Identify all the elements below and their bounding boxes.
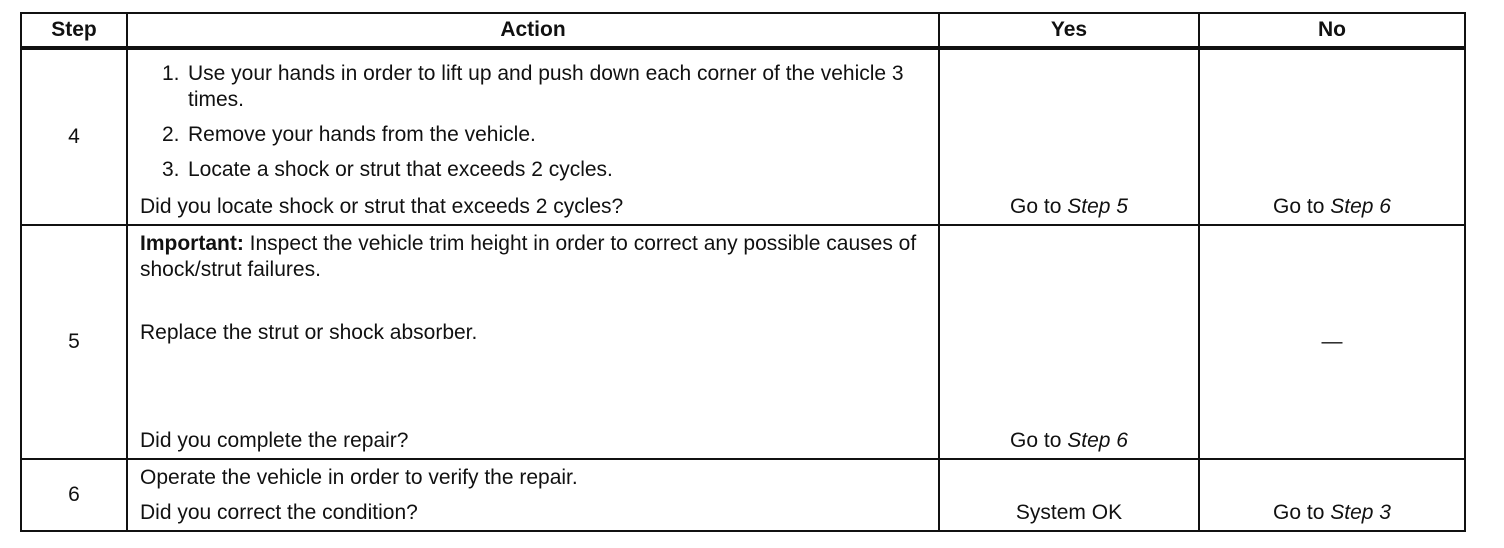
important-label: Important: [140, 232, 244, 255]
list-item-text: Use your hands in order to lift up and push down each corner of the vehicle 3 times. [188, 62, 904, 111]
goto-step-target: Step 3 [1330, 501, 1391, 524]
goto-prefix: Go to [1273, 195, 1331, 218]
no-result [1200, 500, 1464, 526]
list-item-text: Remove your hands from the vehicle. [188, 123, 536, 146]
goto-step-target: Step 5 [1067, 195, 1128, 218]
goto-prefix: Go to [1010, 429, 1068, 452]
no-result [1200, 194, 1464, 220]
step-number: 4 [21, 48, 127, 225]
yes-result: System OK [1015, 501, 1123, 524]
diagnostic-table [20, 12, 1466, 532]
header-row [21, 13, 1465, 48]
action-cell [127, 459, 939, 531]
goto-prefix: Go to [1273, 501, 1331, 524]
list-item [128, 157, 938, 183]
action-question: Did you locate shock or strut that exceeds 2 cycles? [140, 195, 624, 218]
action-cell [127, 48, 939, 225]
action-instruction: Operate the vehicle in order to verify the repair. [140, 466, 578, 489]
table-row [21, 225, 1465, 459]
important-text: Inspect the vehicle trim height in order to correct any possible causes of shock/strut failures. [140, 232, 917, 281]
step-number: 6 [21, 459, 127, 531]
header-yes: Yes [939, 13, 1199, 48]
yes-result [940, 428, 1198, 454]
header-step: Step [21, 13, 127, 48]
no-cell [1199, 225, 1465, 459]
action-cell [127, 225, 939, 459]
yes-cell [939, 48, 1199, 225]
yes-result [940, 194, 1198, 220]
list-item-number: 2. [162, 123, 180, 146]
yes-cell [939, 225, 1199, 459]
action-question: Did you complete the repair? [140, 429, 409, 452]
no-result-dash: — [1321, 330, 1343, 353]
list-item-number: 1. [162, 62, 180, 85]
no-cell [1199, 459, 1465, 531]
list-item [128, 122, 938, 148]
no-cell [1199, 48, 1465, 225]
goto-step-target: Step 6 [1330, 195, 1391, 218]
step-number: 5 [21, 225, 127, 459]
important-note [128, 226, 938, 283]
action-instruction: Replace the strut or shock absorber. [140, 321, 478, 344]
table-row [21, 459, 1465, 531]
header-no: No [1199, 13, 1465, 48]
list-item [128, 61, 938, 113]
yes-cell [939, 459, 1199, 531]
goto-prefix: Go to [1010, 195, 1068, 218]
header-action: Action [127, 13, 939, 48]
list-item-text: Locate a shock or strut that exceeds 2 cycles. [188, 158, 613, 181]
action-steps-list [128, 50, 938, 183]
table-row [21, 48, 1465, 225]
list-item-number: 3. [162, 158, 180, 181]
action-question: Did you correct the condition? [140, 501, 418, 524]
goto-step-target: Step 6 [1067, 429, 1128, 452]
